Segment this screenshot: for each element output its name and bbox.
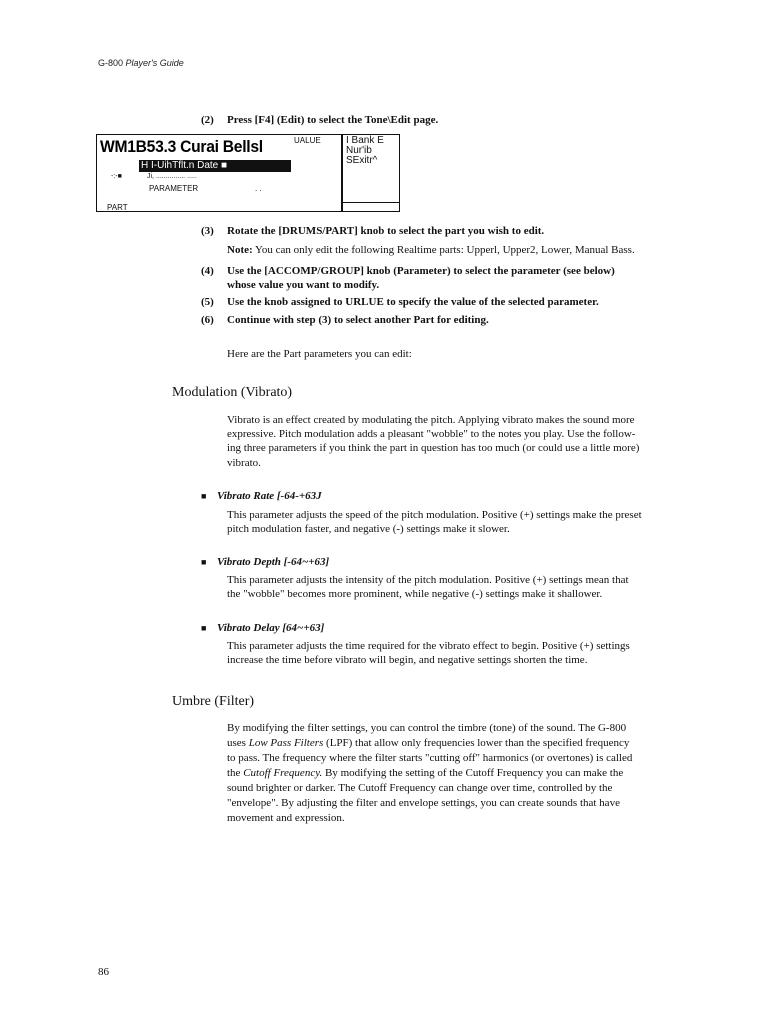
lcd-dots: . . xyxy=(255,184,262,193)
paragraph-line: This parameter adjusts the time required for the vibrato effect to begin. Positive (+) settings xyxy=(227,640,630,652)
paragraph-line: This parameter adjusts the speed of the pitch modulation. Positive (+) settings make the preset xyxy=(227,509,642,521)
step-text: Use the [ACCOMP/GROUP] knob (Parameter) to select the parameter (see below) xyxy=(227,265,615,277)
lcd-highlight-row: H I-UihTflt.n Date ■ xyxy=(139,160,291,172)
paragraph-line: pitch modulation faster, and negative (-) settings make it slower. xyxy=(227,523,510,536)
paragraph-line: Vibrato is an effect created by modulating the pitch. Applying vibrato makes the sound more xyxy=(227,414,635,426)
note-text: You can only edit the following Realtime parts: Upperl, Upper2, Lower, Manual Bass. xyxy=(255,244,635,256)
param-vibrato-rate-title xyxy=(201,490,322,502)
lcd-side-line: I Bank E xyxy=(346,135,384,146)
paragraph-line: expressive. Pitch modulation adds a pleasant "wobble" to the notes you play. Use the follow- xyxy=(227,428,636,441)
lcd-main-panel xyxy=(96,134,342,212)
intro-text: Here are the Part parameters you can edit: xyxy=(227,348,412,360)
header-model: G-800 xyxy=(98,58,124,68)
paragraph-line: "envelope". By adjusting the filter and envelope settings, you can create sounds that have xyxy=(227,797,620,809)
step-text: Press [F4] (Edit) to select the Tone\Edit page. xyxy=(227,114,439,126)
param-title-text: Vibrato Delay [64~+63] xyxy=(217,622,325,634)
lcd-row1-left: -:-■ xyxy=(111,173,122,180)
lcd-side-text xyxy=(346,136,384,166)
step-number: (3) xyxy=(201,225,214,237)
step-number: (2) xyxy=(201,114,214,126)
text-run: uses xyxy=(227,737,249,749)
bullet-icon: ■ xyxy=(201,491,207,501)
step-text: Continue with step (3) to select another Part for editing. xyxy=(227,314,489,326)
text-run: By modifying the setting of the Cutoff Frequency you can make the xyxy=(322,767,624,779)
lcd-value-label: UALUE xyxy=(294,136,321,145)
param-title-text: Vibrato Depth [-64~+63] xyxy=(217,556,330,568)
modulation-paragraph xyxy=(227,413,639,470)
param-vibrato-delay-desc xyxy=(227,639,630,667)
param-vibrato-depth-desc xyxy=(227,573,629,601)
bullet-icon: ■ xyxy=(201,557,207,567)
lcd-side-line: SExitr^ xyxy=(346,155,378,166)
paragraph-line: sound brighter or darker. The Cutoff Frequency can change over time, controlled by the xyxy=(227,782,613,794)
step-3 xyxy=(201,224,544,238)
paragraph-line: the "wobble" becomes more prominent, while negative (-) settings make it shallower. xyxy=(227,588,603,601)
note xyxy=(227,243,635,257)
italic-term: Cutoff Frequency. xyxy=(243,767,323,779)
param-vibrato-depth-title xyxy=(201,556,329,568)
lcd-row1-mid: Ji, ............... ..... xyxy=(147,173,197,180)
bullet-icon: ■ xyxy=(201,623,207,633)
paragraph-line: This parameter adjusts the intensity of the pitch modulation. Positive (+) settings mean that xyxy=(227,574,629,586)
step-6 xyxy=(201,313,489,327)
header-guide: Player's Guide xyxy=(125,58,184,68)
italic-term: Low Pass Filters xyxy=(248,737,324,749)
page-number: 86 xyxy=(98,966,109,978)
paragraph-line: ing three parameters if you think the part in question has too much (or could use a little more) xyxy=(227,442,640,455)
paragraph-line: movement and expression. xyxy=(227,812,345,824)
step-2 xyxy=(201,113,438,127)
lcd-parameter-label: PARAMETER xyxy=(149,184,199,193)
paragraph-line xyxy=(227,766,632,781)
note-label: Note: xyxy=(227,244,253,256)
step-number: (5) xyxy=(201,296,214,308)
step-number: (4) xyxy=(201,265,214,277)
step-text: Use the knob assigned to URLUE to specify the value of the selected parameter. xyxy=(227,296,599,308)
param-title-text: Vibrato Rate [-64-+63J xyxy=(217,490,322,502)
lcd-title: WM1B53.3 Curai Bellsl xyxy=(100,137,263,156)
paragraph-line: vibrato. xyxy=(227,456,261,469)
param-vibrato-delay-title xyxy=(201,622,324,634)
section-title-modulation: Modulation (Vibrato) xyxy=(172,385,293,400)
paragraph-line: to pass. The frequency where the filter starts "cutting off" harmonics (or overtones) is called xyxy=(227,752,633,764)
lcd-side-line: Nur'ib xyxy=(346,145,372,156)
lcd-side-panel xyxy=(342,134,400,212)
step-text-continued: whose value you want to modify. xyxy=(227,279,380,291)
lcd-part-label: PART xyxy=(107,203,128,212)
lcd-display xyxy=(96,134,400,212)
filter-paragraph xyxy=(227,721,632,826)
paragraph-line: increase the time before vibrato will begin, and negative settings shorten the time. xyxy=(227,654,588,667)
param-vibrato-rate-desc xyxy=(227,508,642,536)
text-run: the xyxy=(227,767,244,779)
text-run: (LPF) that allow only frequencies lower than the specified frequency xyxy=(323,737,630,749)
step-number: (6) xyxy=(201,314,214,326)
running-header xyxy=(98,58,184,68)
step-5 xyxy=(201,295,599,309)
lcd-separator xyxy=(342,202,400,203)
step-4 xyxy=(201,264,615,292)
step-text: Rotate the [DRUMS/PART] knob to select the part you wish to edit. xyxy=(227,225,545,237)
section-title-filter: Umbre (Filter) xyxy=(172,694,255,709)
paragraph-line xyxy=(227,736,632,751)
paragraph-line: By modifying the filter settings, you can control the timbre (tone) of the sound. The G-800 xyxy=(227,722,627,734)
